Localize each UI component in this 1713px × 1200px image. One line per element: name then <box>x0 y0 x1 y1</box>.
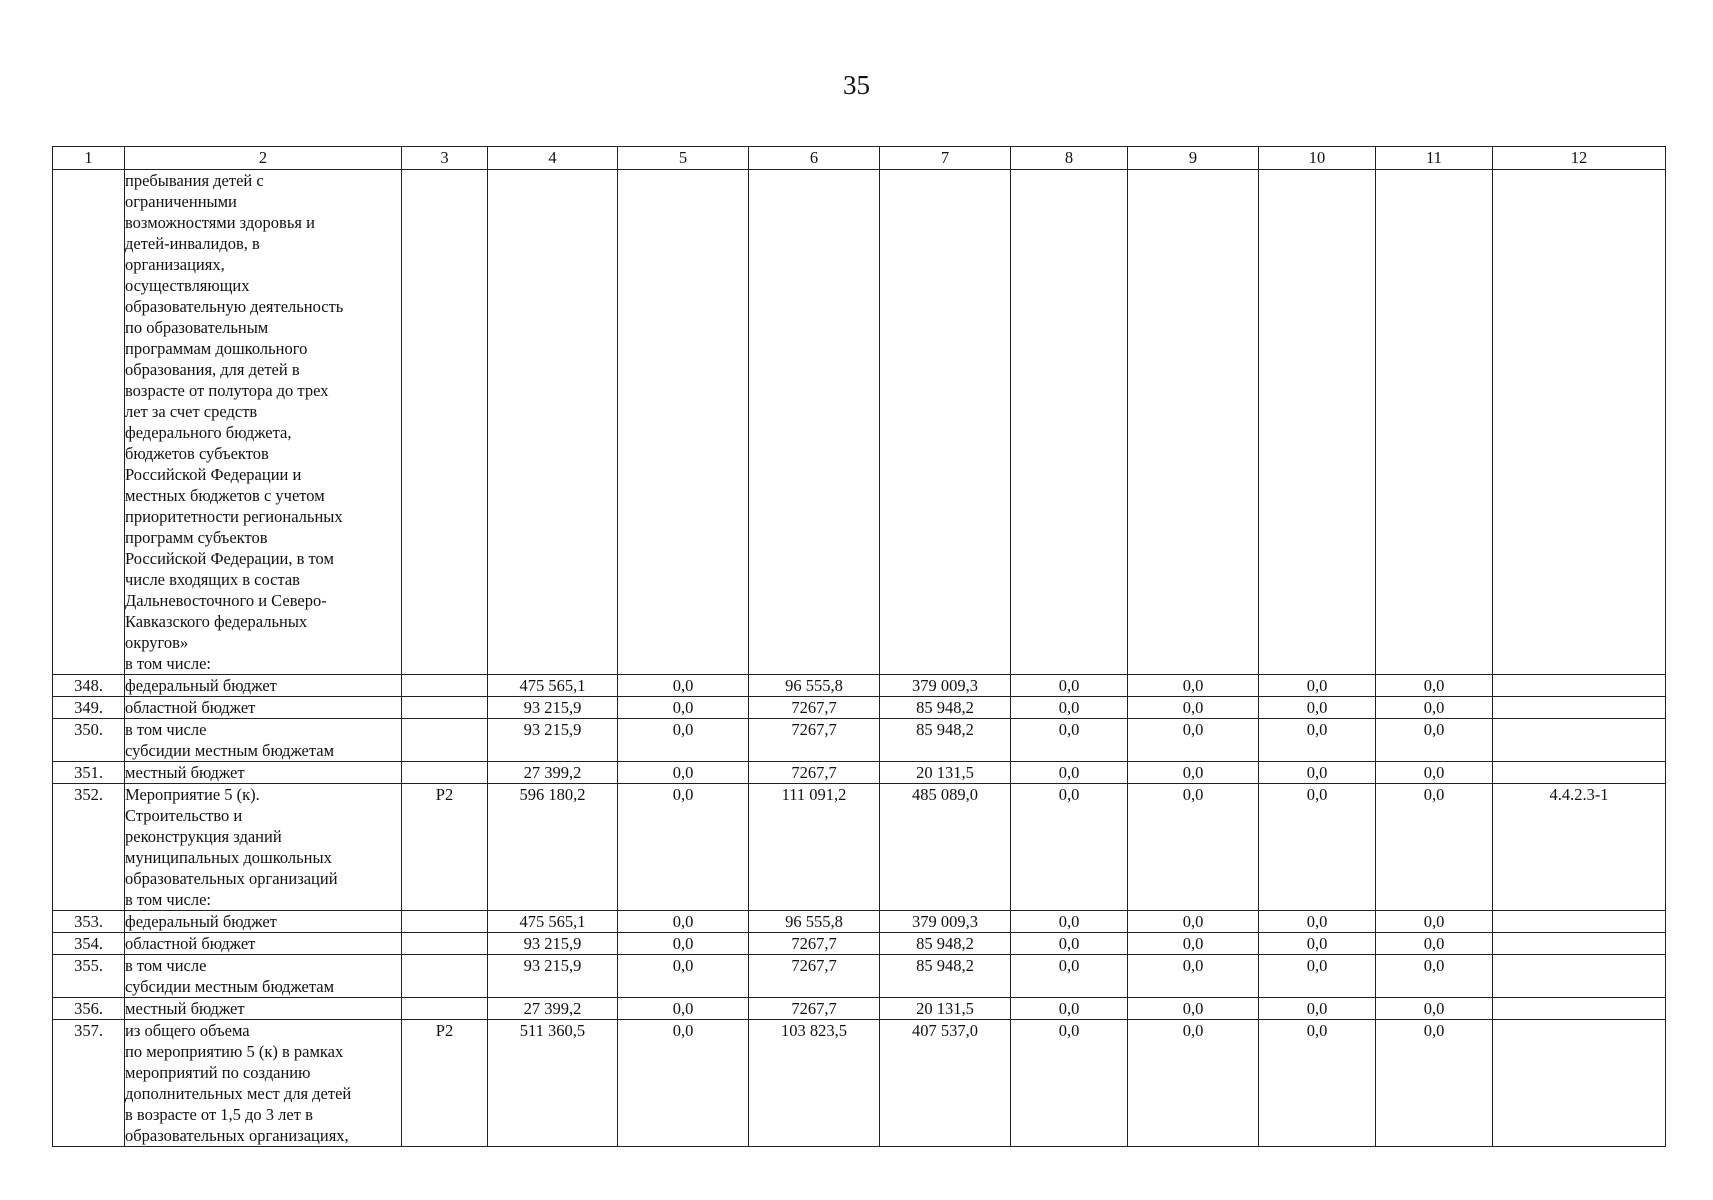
table-row <box>53 675 1666 697</box>
description-cell: местный бюджет <box>125 762 402 784</box>
value-cell: 85 948,2 <box>880 697 1011 719</box>
value-cell <box>1493 998 1666 1020</box>
value-cell <box>1493 1020 1666 1147</box>
value-cell: 0,0 <box>1376 697 1493 719</box>
value-cell <box>402 762 488 784</box>
value-cell: 511 360,5 <box>488 1020 618 1147</box>
value-cell: 475 565,1 <box>488 911 618 933</box>
column-header: 8 <box>1011 147 1128 170</box>
value-cell <box>1493 911 1666 933</box>
value-cell: 0,0 <box>1259 933 1376 955</box>
value-cell: 407 537,0 <box>880 1020 1011 1147</box>
column-header: 5 <box>618 147 749 170</box>
value-cell: 0,0 <box>1376 955 1493 998</box>
value-cell: 475 565,1 <box>488 675 618 697</box>
description-cell: федеральный бюджет <box>125 675 402 697</box>
value-cell: 0,0 <box>1376 719 1493 762</box>
value-cell: 85 948,2 <box>880 955 1011 998</box>
column-header: 6 <box>749 147 880 170</box>
value-cell: 0,0 <box>1376 911 1493 933</box>
table-row <box>53 719 1666 762</box>
value-cell <box>1376 170 1493 675</box>
value-cell: 0,0 <box>1128 955 1259 998</box>
description-cell: областной бюджет <box>125 933 402 955</box>
table-row <box>53 933 1666 955</box>
value-cell: 0,0 <box>1011 933 1128 955</box>
value-cell <box>880 170 1011 675</box>
value-cell: 93 215,9 <box>488 933 618 955</box>
value-cell: 0,0 <box>1011 762 1128 784</box>
column-header: 11 <box>1376 147 1493 170</box>
row-number-cell: 357. <box>53 1020 125 1147</box>
value-cell: 0,0 <box>1376 1020 1493 1147</box>
value-cell: 0,0 <box>1128 933 1259 955</box>
value-cell: 111 091,2 <box>749 784 880 911</box>
value-cell <box>618 170 749 675</box>
value-cell: 0,0 <box>1011 911 1128 933</box>
value-cell: 0,0 <box>1128 675 1259 697</box>
value-cell: 85 948,2 <box>880 719 1011 762</box>
value-cell <box>1493 170 1666 675</box>
row-number-cell: 353. <box>53 911 125 933</box>
value-cell <box>402 719 488 762</box>
table-row <box>53 762 1666 784</box>
value-cell: 379 009,3 <box>880 675 1011 697</box>
description-cell: федеральный бюджет <box>125 911 402 933</box>
value-cell: 0,0 <box>1259 955 1376 998</box>
column-header: 7 <box>880 147 1011 170</box>
value-cell <box>1011 170 1128 675</box>
value-cell: 0,0 <box>618 697 749 719</box>
value-cell: 93 215,9 <box>488 955 618 998</box>
column-header: 10 <box>1259 147 1376 170</box>
value-cell: 0,0 <box>1128 1020 1259 1147</box>
row-number-cell: 351. <box>53 762 125 784</box>
value-cell: 0,0 <box>1128 719 1259 762</box>
row-number-cell: 355. <box>53 955 125 998</box>
value-cell <box>1493 697 1666 719</box>
value-cell <box>402 955 488 998</box>
value-cell <box>749 170 880 675</box>
value-cell: 96 555,8 <box>749 911 880 933</box>
value-cell: 7267,7 <box>749 998 880 1020</box>
value-cell <box>402 697 488 719</box>
row-number-cell: 352. <box>53 784 125 911</box>
value-cell: 0,0 <box>618 719 749 762</box>
value-cell: 7267,7 <box>749 697 880 719</box>
value-cell: 0,0 <box>1259 1020 1376 1147</box>
value-cell: 0,0 <box>618 998 749 1020</box>
value-cell: 0,0 <box>618 784 749 911</box>
row-number-cell: 349. <box>53 697 125 719</box>
value-cell: 0,0 <box>1259 911 1376 933</box>
value-cell: Р2 <box>402 1020 488 1147</box>
row-number-cell: 350. <box>53 719 125 762</box>
value-cell <box>1493 762 1666 784</box>
value-cell: 0,0 <box>1128 762 1259 784</box>
table-row <box>53 784 1666 911</box>
value-cell: 596 180,2 <box>488 784 618 911</box>
value-cell: 0,0 <box>1376 933 1493 955</box>
value-cell <box>1493 955 1666 998</box>
table-row <box>53 1020 1666 1147</box>
value-cell: 0,0 <box>618 911 749 933</box>
value-cell: 7267,7 <box>749 719 880 762</box>
value-cell: 0,0 <box>1011 719 1128 762</box>
row-number-cell: 348. <box>53 675 125 697</box>
column-header: 9 <box>1128 147 1259 170</box>
row-number-cell: 354. <box>53 933 125 955</box>
value-cell <box>1493 719 1666 762</box>
value-cell: 0,0 <box>1376 998 1493 1020</box>
value-cell: 7267,7 <box>749 762 880 784</box>
description-cell: в том числе субсидии местным бюджетам <box>125 719 402 762</box>
value-cell: 0,0 <box>1376 784 1493 911</box>
value-cell <box>402 170 488 675</box>
row-number-cell: 356. <box>53 998 125 1020</box>
description-cell: Мероприятие 5 (к). Строительство и реконструкция зданий муниципальных дошкольных образовательных организаций в том числе: <box>125 784 402 911</box>
value-cell <box>402 911 488 933</box>
value-cell <box>1259 170 1376 675</box>
value-cell: 27 399,2 <box>488 762 618 784</box>
value-cell <box>488 170 618 675</box>
value-cell: 0,0 <box>1011 1020 1128 1147</box>
value-cell: 0,0 <box>1376 762 1493 784</box>
row-number-cell <box>53 170 125 675</box>
description-cell: областной бюджет <box>125 697 402 719</box>
value-cell: 0,0 <box>1376 675 1493 697</box>
value-cell <box>1493 675 1666 697</box>
value-cell: 0,0 <box>1259 675 1376 697</box>
value-cell: Р2 <box>402 784 488 911</box>
table-row <box>53 170 1666 675</box>
description-cell: из общего объема по мероприятию 5 (к) в рамках мероприятий по созданию дополнительных мест для детей в возрасте от 1,5 до 3 лет в образовательных организациях, <box>125 1020 402 1147</box>
budget-table <box>52 146 1666 1147</box>
value-cell <box>402 933 488 955</box>
value-cell: 485 089,0 <box>880 784 1011 911</box>
value-cell: 379 009,3 <box>880 911 1011 933</box>
value-cell: 0,0 <box>1128 911 1259 933</box>
value-cell: 0,0 <box>1128 784 1259 911</box>
value-cell: 27 399,2 <box>488 998 618 1020</box>
value-cell: 0,0 <box>1259 697 1376 719</box>
value-cell: 20 131,5 <box>880 762 1011 784</box>
value-cell: 93 215,9 <box>488 697 618 719</box>
value-cell: 7267,7 <box>749 955 880 998</box>
value-cell: 0,0 <box>1128 998 1259 1020</box>
value-cell: 7267,7 <box>749 933 880 955</box>
value-cell: 103 823,5 <box>749 1020 880 1147</box>
value-cell: 0,0 <box>1011 697 1128 719</box>
table-row <box>53 998 1666 1020</box>
column-header: 4 <box>488 147 618 170</box>
column-header: 3 <box>402 147 488 170</box>
value-cell <box>402 998 488 1020</box>
description-cell: местный бюджет <box>125 998 402 1020</box>
value-cell <box>1128 170 1259 675</box>
value-cell <box>402 675 488 697</box>
value-cell: 0,0 <box>1259 998 1376 1020</box>
table-row <box>53 697 1666 719</box>
value-cell: 0,0 <box>618 675 749 697</box>
value-cell: 0,0 <box>1011 784 1128 911</box>
value-cell: 4.4.2.3-1 <box>1493 784 1666 911</box>
value-cell: 0,0 <box>1011 675 1128 697</box>
header-row <box>53 147 1666 170</box>
value-cell: 0,0 <box>618 933 749 955</box>
value-cell: 96 555,8 <box>749 675 880 697</box>
description-cell: в том числе субсидии местным бюджетам <box>125 955 402 998</box>
value-cell: 0,0 <box>1011 998 1128 1020</box>
value-cell: 0,0 <box>1259 719 1376 762</box>
value-cell: 93 215,9 <box>488 719 618 762</box>
column-header: 1 <box>53 147 125 170</box>
value-cell: 0,0 <box>618 762 749 784</box>
table-row <box>53 911 1666 933</box>
column-header: 12 <box>1493 147 1666 170</box>
description-cell: пребывания детей с ограниченными возможностями здоровья и детей-инвалидов, в организациях, осуществляющих образовательную деятельность по образовательным программам дошкольного образования, для детей в возрасте от полутора до трех лет за счет средств федерального бюджета, бюджетов субъектов Российской Федерации и местных бюджетов с учетом приоритетности региональных программ субъектов Российской Федерации, в том числе входящих в состав Дальневосточного и Северо- Кавказского федеральных округов» в том числе: <box>125 170 402 675</box>
value-cell: 0,0 <box>1259 762 1376 784</box>
value-cell: 0,0 <box>1128 697 1259 719</box>
value-cell <box>1493 933 1666 955</box>
value-cell: 0,0 <box>1011 955 1128 998</box>
value-cell: 0,0 <box>618 1020 749 1147</box>
column-header: 2 <box>125 147 402 170</box>
value-cell: 85 948,2 <box>880 933 1011 955</box>
value-cell: 20 131,5 <box>880 998 1011 1020</box>
value-cell: 0,0 <box>618 955 749 998</box>
table-row <box>53 955 1666 998</box>
value-cell: 0,0 <box>1259 784 1376 911</box>
page-number: 35 <box>843 70 870 100</box>
